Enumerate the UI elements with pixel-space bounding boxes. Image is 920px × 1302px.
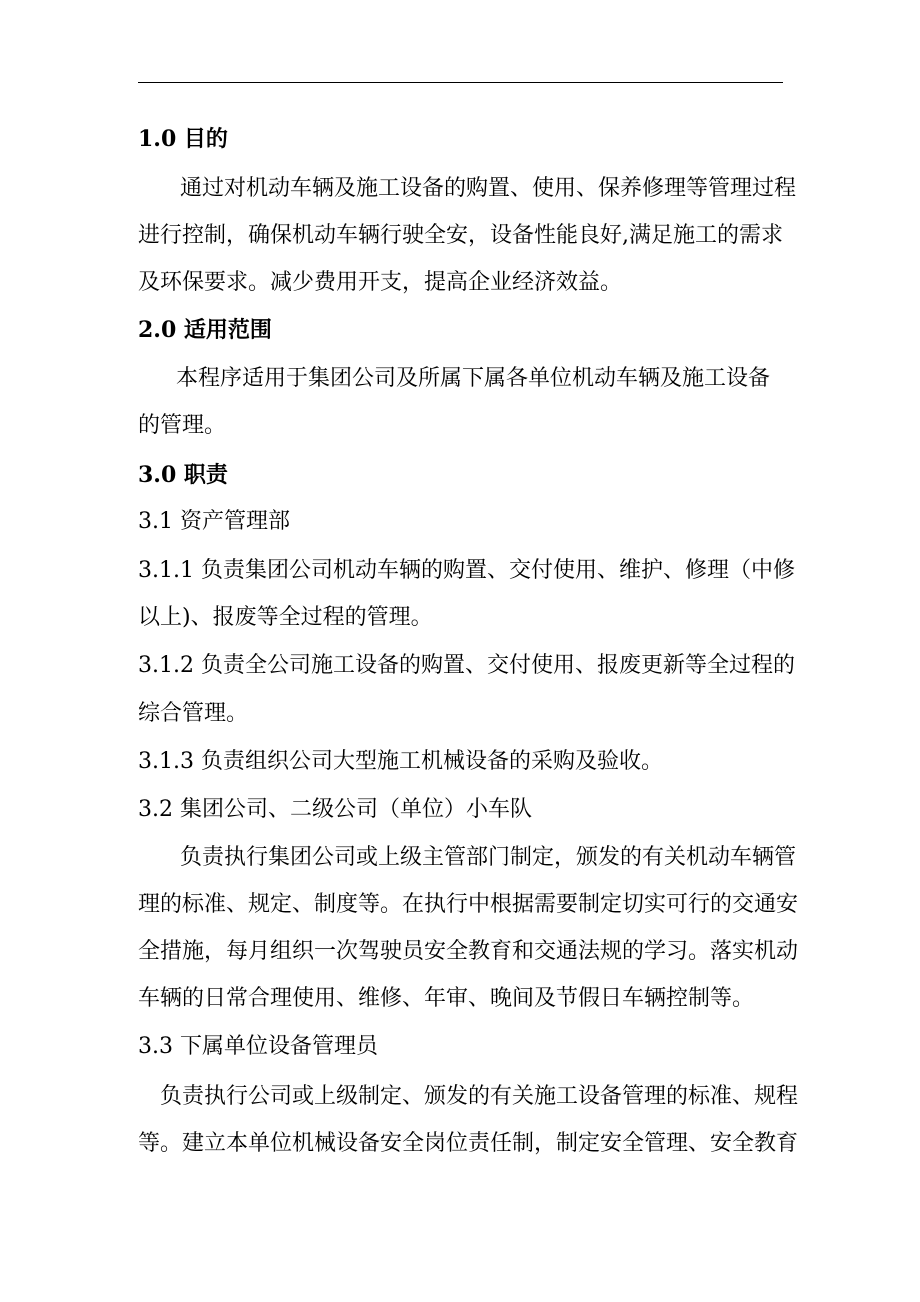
section-1-paragraph-line-3: 及环保要求。减少费用开支，提高企业经济效益。 (138, 270, 623, 295)
section-3-2-heading: 3.2 集团公司、二级公司（单位）小车队 (138, 797, 532, 822)
item-3-1-1-line-1: 3.1.1 负责集团公司机动车辆的购置、交付使用、维护、修理（中修 (138, 558, 795, 583)
section-2-paragraph-line-1: 本程序适用于集团公司及所属下属各单位机动车辆及施工设备 (176, 366, 771, 391)
section-3-3-paragraph-line-1: 负责执行公司或上级制定、颁发的有关施工设备管理的标准、规程 (160, 1084, 799, 1109)
header-rule (138, 82, 783, 83)
section-1-heading: 1.0 目的 (138, 126, 228, 152)
section-3-heading: 3.0 职责 (138, 462, 228, 488)
section-3-2-paragraph-line-3: 全措施，每月组织一次驾驶员安全教育和交通法规的学习。落实机动 (138, 939, 799, 964)
section-3-3-paragraph-line-2: 等。建立本单位机械设备安全岗位责任制，制定安全管理、安全教育 (138, 1131, 799, 1156)
section-2-paragraph-line-2: 的管理。 (138, 413, 227, 438)
section-1-paragraph-line-2: 进行控制，确保机动车辆行驶全安，设备性能良好,满足施工的需求 (138, 223, 783, 248)
section-1-paragraph-line-1: 通过对机动车辆及施工设备的购置、使用、保养修理等管理过程 (180, 176, 797, 201)
section-3-2-paragraph-line-4: 车辆的日常合理使用、维修、年审、晚间及节假日车辆控制等。 (138, 986, 755, 1011)
item-3-1-2-line-1: 3.1.2 负责全公司施工设备的购置、交付使用、报废更新等全过程的 (138, 653, 795, 678)
item-3-1-2-line-2: 综合管理。 (138, 701, 249, 726)
section-2-heading: 2.0 适用范围 (138, 317, 272, 343)
section-3-2-paragraph-line-2: 理的标准、规定、制度等。在执行中根据需要制定切实可行的交通安 (138, 892, 799, 917)
section-3-3-heading: 3.3 下属单位设备管理员 (138, 1034, 378, 1059)
section-3-1-heading: 3.1 资产管理部 (138, 509, 290, 534)
section-3-2-paragraph-line-1: 负责执行集团公司或上级主管部门制定，颁发的有关机动车辆管 (180, 845, 797, 870)
item-3-1-3: 3.1.3 负责组织公司大型施工机械设备的采购及验收。 (138, 749, 663, 774)
item-3-1-1-line-2: 以上)、报废等全过程的管理。 (138, 605, 433, 630)
